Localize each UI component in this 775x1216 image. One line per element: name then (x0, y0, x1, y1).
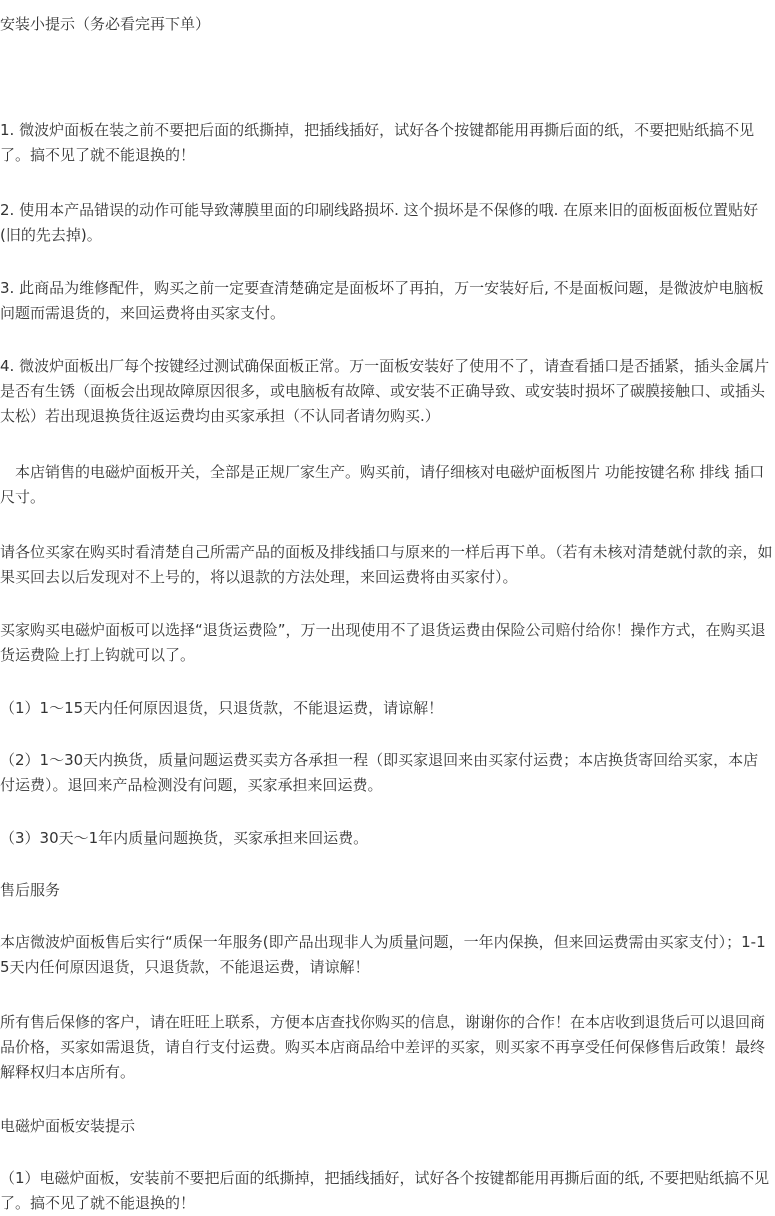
paragraph-10: （3）30天～1年内质量问题换货，买家承担来回运费。 (0, 829, 369, 847)
page-title: 安装小提示（务必看完再下单） (0, 15, 211, 33)
paragraph-12: 所有售后保修的客户，请在旺旺上联系，方便本店查找你购买的信息，谢谢你的合作！在本店收到退货后可以退回商品价格，买家如需退货，请自行支付运费。购买本店商品给中差评的买家，则买家不再享受任何保修售后政策！最终解释权归本店所有。 (0, 1013, 766, 1081)
paragraph-1: 1. 微波炉面板在装之前不要把后面的纸撕掉，把插线插好，试好各个按键都能用再撕后面的纸，不要把贴纸搞不见了。搞不见了就不能退换的！ (0, 121, 755, 164)
paragraph-7: 买家购买电磁炉面板可以选择“退货运费险”，万一出现使用不了退货运费由保险公司赔付给你！操作方式，在购买退货运费险上打上钩就可以了。 (0, 621, 766, 664)
paragraph-13: （1）电磁炉面板，安装前不要把后面的纸撕掉，把插线插好，试好各个按键都能用再撕后面的纸, 不要把贴纸搞不见了。搞不见了就不能退换的！ (0, 1169, 770, 1212)
paragraph-3: 3. 此商品为维修配件，购买之前一定要查清楚确定是面板坏了再拍，万一安装好后, 不是面板问题，是微波炉电脑板问题而需退货的，来回运费将由买家支付。 (0, 279, 764, 322)
paragraph-11: 本店微波炉面板售后实行“质保一年服务(即产品出现非人为质量问题，一年内保换，但来回运费需由买家支付）；1-15天内任何原因退货，只退货款，不能退运费，请谅解！ (0, 933, 766, 976)
paragraph-5: 本店销售的电磁炉面板开关，全部是正规厂家生产。购买前，请仔细核对电磁炉面板图片 功能按键名称 排线 插口 尺寸。 (0, 463, 765, 506)
paragraph-6: 请各位买家在购买时看清楚自己所需产品的面板及排线插口与原来的一样后再下单。（若有未核对清楚就付款的亲，如果买回去以后发现对不上号的，将以退款的方法处理，来回运费将由买家付）。 (0, 543, 773, 586)
paragraph-2: 2. 使用本产品错误的动作可能导致薄膜里面的印刷线路损坏. 这个损坏是不保修的哦. 在原来旧的面板面板位置贴好(旧的先去掉)。 (0, 201, 759, 244)
paragraph-4: 4. 微波炉面板出厂每个按键经过测试确保面板正常。万一面板安装好了使用不了，请查看插口是否插紧，插头金属片是否有生锈（面板会出现故障原因很多，或电脑板有故障、或安装不正确导致、或安装时损坏了碳膜接触口、或插头太松）若出现退换货往返运费均由买家承担（不认同者请勿购买.） (0, 357, 770, 425)
section-heading-install-tips: 电磁炉面板安装提示 (0, 1117, 136, 1135)
paragraph-8: （1）1～15天内任何原因退货，只退货款，不能退运费，请谅解！ (0, 699, 444, 717)
paragraph-9: （2）1～30天内换货，质量问题运费买卖方各承担一程（即买家退回来由买家付运费；本店换货寄回给买家，本店付运费）。退回来产品检测没有问题，买家承担来回运费。 (0, 751, 759, 794)
section-heading-after-sales: 售后服务 (0, 881, 61, 899)
